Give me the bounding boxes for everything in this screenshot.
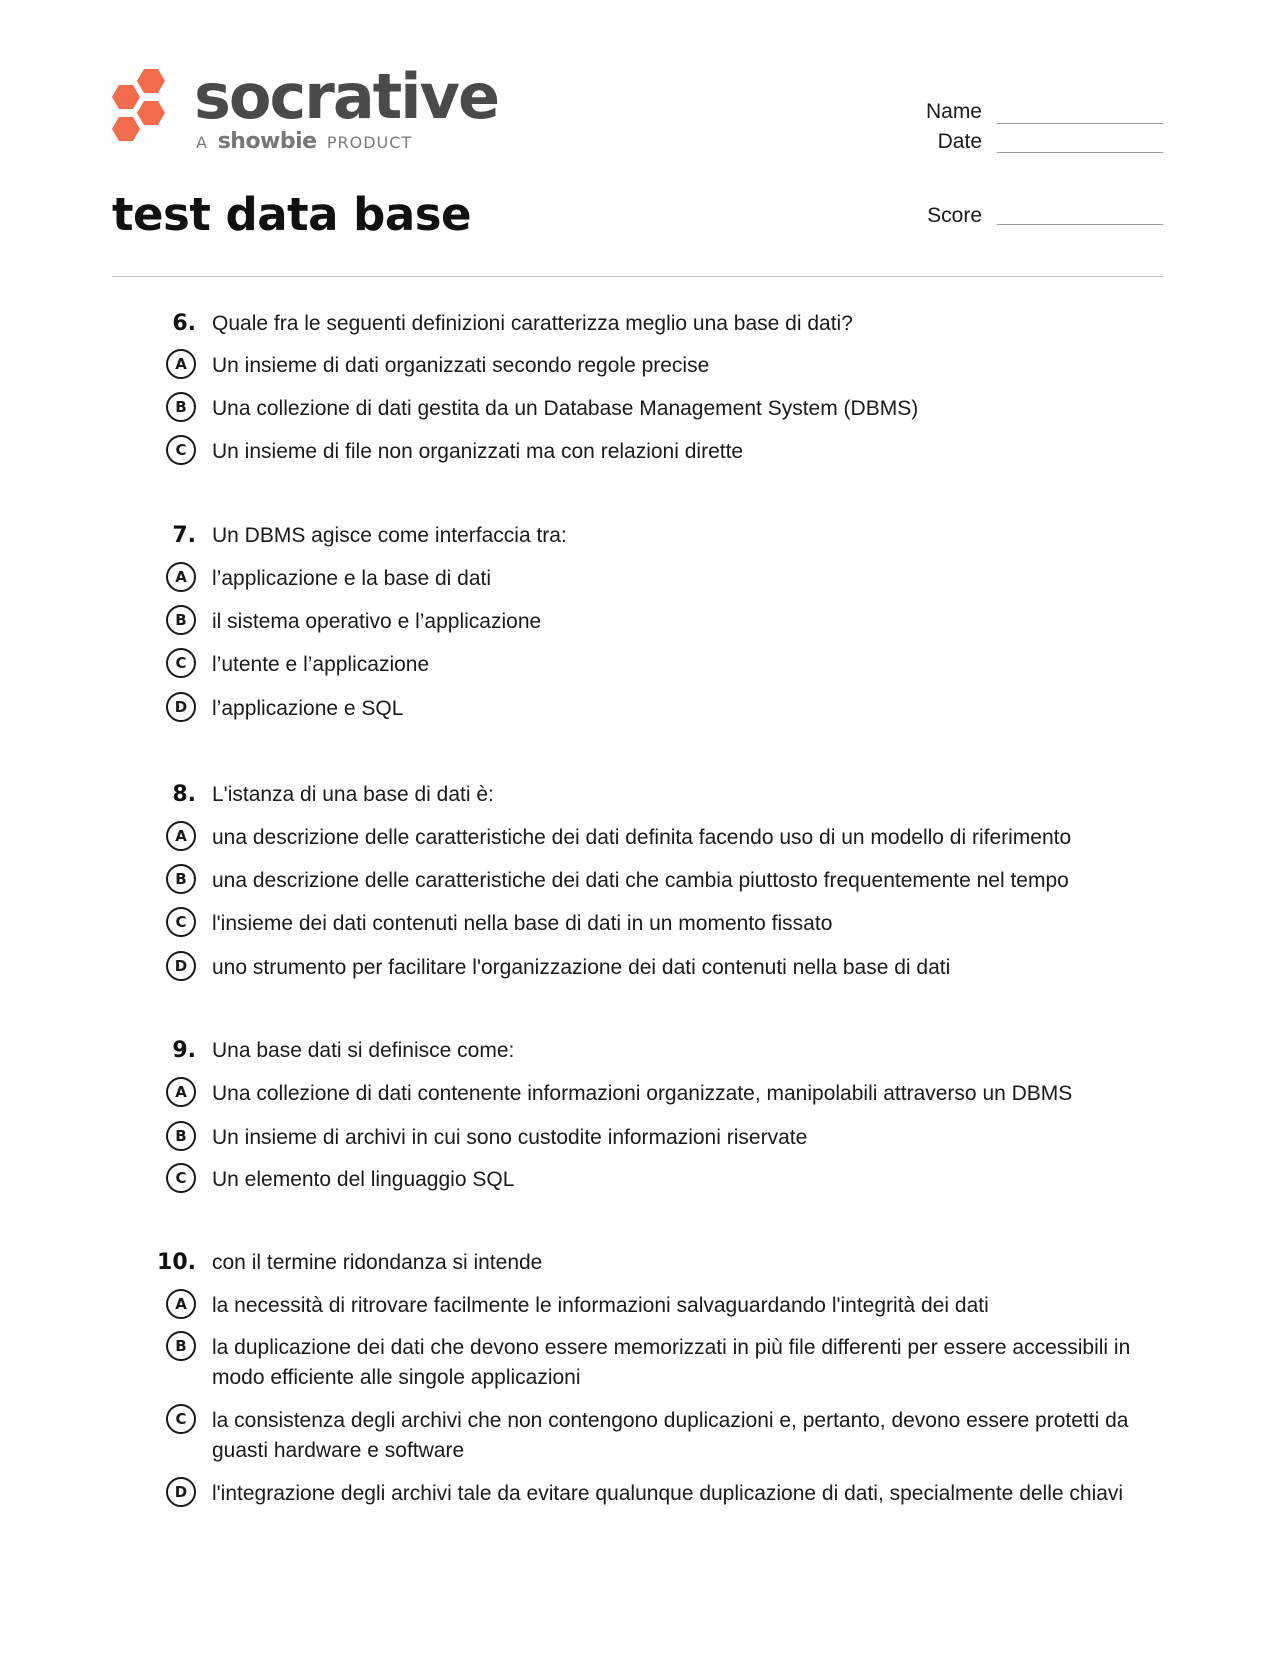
date-label: Date [937, 130, 982, 153]
question-text: Un DBMS agisce come interfaccia tra: [212, 524, 567, 547]
brand-name: socrative [194, 60, 499, 133]
answer-bubble[interactable]: A [166, 1077, 196, 1107]
answer-bubble[interactable]: D [166, 951, 196, 981]
answer-text: l’utente e l’applicazione [212, 653, 430, 676]
header-divider [112, 276, 1164, 277]
name-label: Name [925, 100, 982, 123]
answer-bubble[interactable]: C [166, 1163, 196, 1193]
answer-bubble[interactable]: C [166, 648, 196, 678]
question-text: Una base dati si definisce come: [212, 1039, 515, 1062]
question-text: L'istanza di una base di dati è: [212, 783, 494, 806]
answer-text: l’applicazione e SQL [212, 697, 404, 720]
answer-text: Un insieme di file non organizzati ma con relazioni dirette [212, 440, 744, 463]
question-number: 6. [172, 311, 196, 336]
answer-text: l'integrazione degli archivi tale da evitare qualunque duplicazione di dati, specialmente delle chiavi [212, 1482, 1124, 1505]
question-text: con il termine ridondanza si intende [212, 1251, 543, 1274]
hexagon-cluster-icon [112, 66, 176, 152]
answer-bubble[interactable]: D [166, 692, 196, 722]
answer-bubble[interactable]: C [166, 907, 196, 937]
question-number: 7. [172, 523, 196, 548]
answer-bubble[interactable]: A [166, 562, 196, 592]
answer-bubble[interactable]: A [166, 821, 196, 851]
name-line[interactable] [997, 123, 1163, 124]
answer-bubble[interactable]: B [166, 864, 196, 894]
tagline-suffix: PRODUCT [326, 133, 413, 152]
answer-text: l'insieme dei dati contenuti nella base di dati in un momento fissato [212, 912, 833, 935]
answer-bubble[interactable]: D [166, 1477, 196, 1507]
page-title: test data base [112, 188, 471, 241]
answer-bubble[interactable]: B [166, 392, 196, 422]
answer-bubble[interactable]: A [166, 349, 196, 379]
answer-bubble[interactable]: B [166, 1331, 196, 1361]
answer-text: l’applicazione e la base di dati [212, 567, 492, 590]
answer-text: Un insieme di archivi in cui sono custodite informazioni riservate [212, 1126, 808, 1149]
socrative-logo [112, 60, 499, 166]
answer-bubble[interactable]: A [166, 1289, 196, 1319]
answer-text: Un insieme di dati organizzati secondo regole precise [212, 354, 710, 377]
question-number: 9. [172, 1038, 196, 1063]
question-number: 8. [172, 782, 196, 807]
date-line[interactable] [997, 152, 1163, 153]
answer-bubble[interactable]: B [166, 605, 196, 635]
question-text: Quale fra le seguenti definizioni caratterizza meglio una base di dati? [212, 312, 853, 335]
answer-bubble[interactable]: C [166, 435, 196, 465]
answer-text: uno strumento per facilitare l'organizzazione dei dati contenuti nella base di dati [212, 956, 951, 979]
answer-text: la duplicazione dei dati che devono essere memorizzati in più file differenti per essere accessibili in modo efficiente alle singole applicazioni [212, 1336, 1131, 1389]
brand-tagline [196, 129, 412, 154]
answer-text: Una collezione di dati contenente informazioni organizzate, manipolabili attraverso un DBMS [212, 1082, 1073, 1105]
answer-bubble[interactable]: B [166, 1121, 196, 1151]
answer-text: il sistema operativo e l’applicazione [212, 610, 542, 633]
tagline-brand: showbie [217, 129, 317, 154]
answer-text: Una collezione di dati gestita da un Database Management System (DBMS) [212, 397, 919, 420]
question-number: 10. [157, 1250, 196, 1275]
answer-text: la necessità di ritrovare facilmente le informazioni salvaguardando l'integrità dei dati [212, 1294, 989, 1317]
answer-text: una descrizione delle caratteristiche dei dati definita facendo uso di un modello di riferimento [212, 826, 1072, 849]
score-label: Score [927, 204, 982, 227]
answer-text: una descrizione delle caratteristiche dei dati che cambia piuttosto frequentemente nel tempo [212, 869, 1069, 892]
answer-text: Un elemento del linguaggio SQL [212, 1168, 515, 1191]
score-line[interactable] [997, 224, 1163, 225]
answer-text: la consistenza degli archivi che non contengono duplicazioni e, pertanto, devono essere protetti da guasti hardware e software [212, 1409, 1129, 1462]
answer-bubble[interactable]: C [166, 1404, 196, 1434]
tagline-prefix: A [196, 133, 208, 152]
